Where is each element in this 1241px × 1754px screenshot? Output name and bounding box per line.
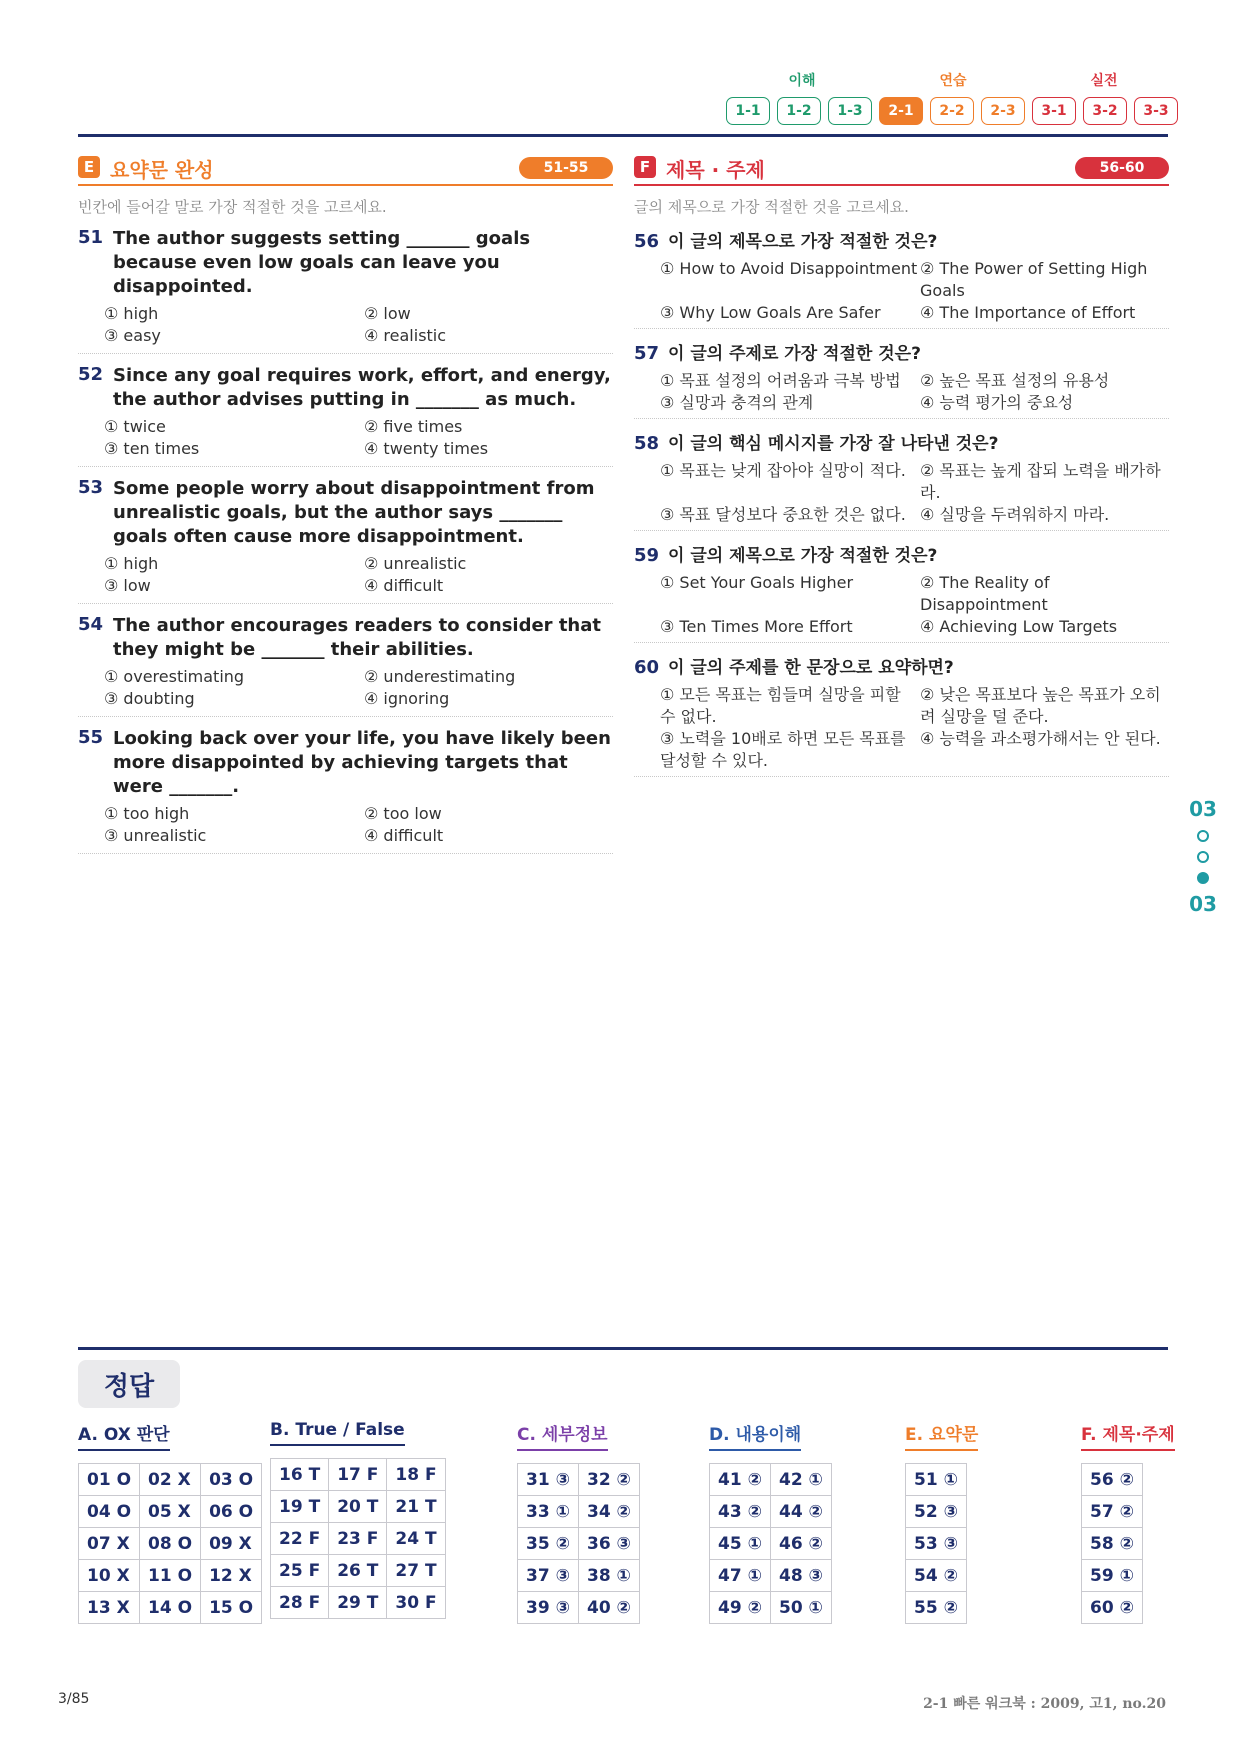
- answer-cell: 24 T: [387, 1523, 445, 1555]
- tab-2-1[interactable]: 2-1: [879, 97, 923, 125]
- question-number: 55: [78, 727, 104, 748]
- answer-cell: 42 ①: [770, 1464, 831, 1496]
- progress-dot-empty-icon: [1197, 851, 1209, 863]
- question-51: [78, 227, 613, 354]
- answer-cell: 17 F: [329, 1459, 387, 1491]
- answer-table: [709, 1463, 832, 1624]
- level-navigation: [726, 70, 1178, 130]
- level-group-actual: 실전: [1090, 73, 1118, 89]
- answer-table: [1081, 1463, 1143, 1624]
- section-e-instruction: 빈칸에 들어갈 말로 가장 적절한 것을 고르세요.: [78, 198, 387, 216]
- option-3[interactable]: ③ doubting: [104, 689, 195, 708]
- tab-3-2[interactable]: 3-2: [1083, 97, 1127, 125]
- answer-cell: 03 O: [201, 1464, 262, 1496]
- question-58: [634, 429, 1169, 531]
- answer-group-title: B. True / False: [270, 1420, 405, 1446]
- answer-row: [710, 1464, 832, 1496]
- answer-cell: 45 ①: [710, 1528, 771, 1560]
- answer-row: [1082, 1560, 1143, 1592]
- answer-group: [78, 1420, 262, 1624]
- answer-group: [1081, 1420, 1175, 1624]
- answer-row: [710, 1528, 832, 1560]
- option-3[interactable]: ③ low: [104, 576, 151, 595]
- question-text: 이 글의 제목으로 가장 적절한 것은?: [668, 232, 938, 252]
- question-52: [78, 364, 613, 467]
- answer-row: [906, 1592, 967, 1624]
- option-1[interactable]: ① too high: [104, 804, 190, 823]
- option-1[interactable]: ① high: [104, 304, 159, 323]
- answer-cell: 32 ②: [578, 1464, 639, 1496]
- tab-3-3[interactable]: 3-3: [1134, 97, 1178, 125]
- question-53: [78, 477, 613, 604]
- tab-2-2[interactable]: 2-2: [930, 97, 974, 125]
- option-2[interactable]: ② low: [364, 304, 411, 323]
- answer-cell: 35 ②: [518, 1528, 579, 1560]
- question-number: 52: [78, 364, 104, 385]
- answer-cell: 34 ②: [578, 1496, 639, 1528]
- question-text: 이 글의 주제를 한 문장으로 요약하면?: [668, 658, 954, 678]
- answer-cell: 01 O: [79, 1464, 140, 1496]
- level-group-understanding: 이해: [788, 73, 816, 89]
- answer-table: [270, 1458, 446, 1619]
- answer-cell: 02 X: [140, 1464, 201, 1496]
- option-3[interactable]: ③ ten times: [104, 439, 200, 458]
- answer-row: [518, 1464, 640, 1496]
- question-text: The author encourages readers to consider that they might be _______ their abilities.: [113, 615, 601, 660]
- question-text: 이 글의 주제로 가장 적절한 것은?: [668, 344, 921, 364]
- answer-group-title: C. 세부정보: [517, 1420, 608, 1451]
- answer-row: [710, 1560, 832, 1592]
- answer-cell: 56 ②: [1082, 1464, 1143, 1496]
- answer-group-title: E. 요약문: [905, 1420, 978, 1451]
- section-f-range: 56-60: [1075, 157, 1169, 179]
- tab-2-3[interactable]: 2-3: [981, 97, 1025, 125]
- source-footer: 2-1 빠른 워크북 : 2009, 고1, no.20: [923, 1696, 1166, 1712]
- answer-row: [906, 1560, 967, 1592]
- answer-table: [78, 1463, 262, 1624]
- answer-cell: 30 F: [387, 1587, 445, 1619]
- option-3[interactable]: ③ 실망과 충격의 관계: [660, 393, 814, 412]
- answer-cell: 14 O: [140, 1592, 201, 1624]
- question-text: The author suggests setting _______ goals because even low goals can leave you disappointed.: [113, 228, 531, 297]
- answer-row: [271, 1523, 446, 1555]
- answer-cell: 41 ②: [710, 1464, 771, 1496]
- answer-row: [1082, 1592, 1143, 1624]
- answer-cell: 59 ①: [1082, 1560, 1143, 1592]
- option-1[interactable]: ① high: [104, 554, 159, 573]
- section-e-range: 51-55: [519, 157, 613, 179]
- question-text: Since any goal requires work, effort, and energy, the author advises putting in _______ as much.: [113, 365, 611, 410]
- answer-row: [906, 1528, 967, 1560]
- answer-row: [518, 1560, 640, 1592]
- answer-table: [905, 1463, 967, 1624]
- question-text: Looking back over your life, you have likely been more disappointed by achieving targets that were _______.: [113, 728, 611, 797]
- option-1[interactable]: ① 모든 목표는 힘들며 실망을 피할 수 없다.: [660, 685, 901, 726]
- answer-cell: 53 ③: [906, 1528, 967, 1560]
- answer-row: [518, 1528, 640, 1560]
- question-number: 57: [634, 343, 660, 364]
- page-number: 3/85: [58, 1691, 90, 1707]
- chapter-number: 03: [1189, 797, 1217, 821]
- section-f: [634, 150, 1169, 787]
- answer-cell: 46 ②: [770, 1528, 831, 1560]
- answer-cell: 13 X: [79, 1592, 140, 1624]
- answer-group-title: A. OX 판단: [78, 1420, 170, 1451]
- answer-cell: 38 ①: [578, 1560, 639, 1592]
- question-57: [634, 339, 1169, 419]
- answer-row: [79, 1528, 262, 1560]
- option-4[interactable]: ④ 능력 평가의 중요성: [920, 393, 1074, 412]
- answer-row: [271, 1491, 446, 1523]
- tab-1-1[interactable]: 1-1: [726, 97, 770, 125]
- answer-cell: 07 X: [79, 1528, 140, 1560]
- answer-cell: 19 T: [271, 1491, 329, 1523]
- answer-group-title: F. 제목·주제: [1081, 1420, 1175, 1451]
- option-3[interactable]: ③ Why Low Goals Are Safer: [660, 303, 881, 322]
- answer-cell: 16 T: [271, 1459, 329, 1491]
- question-number: 60: [634, 657, 660, 678]
- answer-cell: 50 ①: [770, 1592, 831, 1624]
- answer-cell: 44 ②: [770, 1496, 831, 1528]
- section-e: [78, 150, 613, 864]
- option-1[interactable]: ① twice: [104, 417, 166, 436]
- question-text: Some people worry about disappointment from unrealistic goals, but the author says _______ goals often cause more disappointment.: [113, 478, 595, 547]
- option-1[interactable]: ① 목표 설정의 어려움과 극복 방법: [660, 371, 901, 390]
- answer-cell: 29 T: [329, 1587, 387, 1619]
- answer-row: [906, 1496, 967, 1528]
- answer-cell: 49 ②: [710, 1592, 771, 1624]
- answer-group: [517, 1420, 640, 1624]
- answer-cell: 20 T: [329, 1491, 387, 1523]
- answer-cell: 04 O: [79, 1496, 140, 1528]
- answer-cell: 31 ③: [518, 1464, 579, 1496]
- answer-row: [518, 1496, 640, 1528]
- section-f-title: 제목 · 주제: [666, 158, 765, 182]
- answer-row: [710, 1496, 832, 1528]
- tab-1-3[interactable]: 1-3: [828, 97, 872, 125]
- tab-1-2[interactable]: 1-2: [777, 97, 821, 125]
- section-e-letter: E: [78, 156, 100, 178]
- answer-row: [710, 1592, 832, 1624]
- answer-cell: 15 O: [201, 1592, 262, 1624]
- answer-row: [1082, 1496, 1143, 1528]
- answer-row: [1082, 1528, 1143, 1560]
- option-4[interactable]: ④ difficult: [364, 826, 444, 845]
- answer-row: [79, 1592, 262, 1624]
- option-3[interactable]: ③ Ten Times More Effort: [660, 617, 853, 636]
- tab-3-1[interactable]: 3-1: [1032, 97, 1076, 125]
- answer-cell: 33 ①: [518, 1496, 579, 1528]
- answer-row: [79, 1496, 262, 1528]
- answer-row: [906, 1464, 967, 1496]
- answer-row: [79, 1464, 262, 1496]
- top-divider: [78, 134, 1168, 137]
- answer-cell: 21 T: [387, 1491, 445, 1523]
- answer-cell: 47 ①: [710, 1560, 771, 1592]
- answer-cell: 22 F: [271, 1523, 329, 1555]
- question-number: 56: [634, 231, 660, 252]
- question-55: [78, 727, 613, 854]
- option-3[interactable]: ③ unrealistic: [104, 826, 207, 845]
- answer-cell: 52 ③: [906, 1496, 967, 1528]
- answer-cell: 40 ②: [578, 1592, 639, 1624]
- answer-group-title: D. 내용이해: [709, 1420, 801, 1451]
- option-4[interactable]: ④ ignoring: [364, 689, 450, 708]
- answer-row: [271, 1587, 446, 1619]
- answer-cell: 23 F: [329, 1523, 387, 1555]
- answer-row: [518, 1592, 640, 1624]
- answer-cell: 05 X: [140, 1496, 201, 1528]
- answer-cell: 51 ①: [906, 1464, 967, 1496]
- question-text: 이 글의 제목으로 가장 적절한 것은?: [668, 546, 938, 566]
- answer-cell: 43 ②: [710, 1496, 771, 1528]
- answer-cell: 37 ③: [518, 1560, 579, 1592]
- option-2[interactable]: ② The Reality of Disappointment: [920, 573, 1050, 614]
- answer-group: [905, 1420, 978, 1624]
- answer-cell: 36 ③: [578, 1528, 639, 1560]
- answer-cell: 60 ②: [1082, 1592, 1143, 1624]
- option-4[interactable]: ④ twenty times: [364, 439, 489, 458]
- answer-row: [1082, 1464, 1143, 1496]
- answer-cell: 54 ②: [906, 1560, 967, 1592]
- option-4[interactable]: ④ realistic: [364, 326, 447, 345]
- option-4[interactable]: ④ difficult: [364, 576, 444, 595]
- answer-cell: 57 ②: [1082, 1496, 1143, 1528]
- answer-group: [709, 1420, 832, 1624]
- answer-cell: 26 T: [329, 1555, 387, 1587]
- question-number: 53: [78, 477, 104, 498]
- option-4[interactable]: ④ The Importance of Effort: [920, 303, 1136, 322]
- answer-cell: 25 F: [271, 1555, 329, 1587]
- answer-row: [79, 1560, 262, 1592]
- section-f-header: [634, 150, 1169, 186]
- option-2[interactable]: ② 낮은 목표보다 높은 목표가 오히려 실망을 덜 준다.: [920, 685, 1161, 726]
- answer-cell: 09 X: [201, 1528, 262, 1560]
- option-2[interactable]: ② too low: [364, 804, 442, 823]
- question-text: 이 글의 핵심 메시지를 가장 잘 나타낸 것은?: [668, 434, 999, 454]
- option-2[interactable]: ② underestimating: [364, 667, 516, 686]
- question-number: 59: [634, 545, 660, 566]
- option-2[interactable]: ② 목표는 높게 잡되 노력을 배가하라.: [920, 461, 1161, 502]
- option-1[interactable]: ① How to Avoid Disappointment: [660, 259, 918, 278]
- answer-cell: 11 O: [140, 1560, 201, 1592]
- question-56: [634, 227, 1169, 329]
- option-4[interactable]: ④ Achieving Low Targets: [920, 617, 1118, 636]
- answers-title: 정답: [78, 1360, 180, 1408]
- answer-cell: 28 F: [271, 1587, 329, 1619]
- chapter-progress-marker: [1185, 797, 1221, 916]
- question-number: 54: [78, 614, 104, 635]
- section-e-title: 요약문 완성: [110, 158, 214, 182]
- option-4[interactable]: ④ 능력을 과소평가해서는 안 된다.: [920, 729, 1161, 748]
- answer-cell: 55 ②: [906, 1592, 967, 1624]
- question-number: 51: [78, 227, 104, 248]
- answer-group: [270, 1420, 446, 1619]
- option-2[interactable]: ② 높은 목표 설정의 유용성: [920, 371, 1110, 390]
- question-60: [634, 653, 1169, 777]
- option-3[interactable]: ③ 노력을 10배로 하면 모든 목표를 달성할 수 있다.: [660, 729, 906, 770]
- question-54: [78, 614, 613, 717]
- answer-cell: 27 T: [387, 1555, 445, 1587]
- progress-dot-filled-icon: [1197, 872, 1209, 884]
- answer-cell: 12 X: [201, 1560, 262, 1592]
- answer-cell: 58 ②: [1082, 1528, 1143, 1560]
- option-3[interactable]: ③ easy: [104, 326, 161, 345]
- option-1[interactable]: ① 목표는 낮게 잡아야 실망이 적다.: [660, 461, 906, 480]
- answer-row: [271, 1555, 446, 1587]
- question-59: [634, 541, 1169, 643]
- level-group-practice: 연습: [939, 73, 967, 89]
- section-f-instruction: 글의 제목으로 가장 적절한 것을 고르세요.: [634, 198, 909, 216]
- answer-table: [517, 1463, 640, 1624]
- answer-row: [271, 1459, 446, 1491]
- question-number: 58: [634, 433, 660, 454]
- option-1[interactable]: ① overestimating: [104, 667, 245, 686]
- answer-cell: 48 ③: [770, 1560, 831, 1592]
- option-4[interactable]: ④ 실망을 두려워하지 마라.: [920, 505, 1110, 524]
- option-2[interactable]: ② five times: [364, 417, 463, 436]
- answer-cell: 10 X: [79, 1560, 140, 1592]
- level-tabs: [726, 97, 1178, 125]
- progress-dot-empty-icon: [1197, 830, 1209, 842]
- option-2[interactable]: ② The Power of Setting High Goals: [920, 259, 1148, 300]
- option-2[interactable]: ② unrealistic: [364, 554, 467, 573]
- unit-number: 03: [1189, 892, 1217, 916]
- section-f-letter: F: [634, 156, 656, 178]
- answer-cell: 39 ③: [518, 1592, 579, 1624]
- option-1[interactable]: ① Set Your Goals Higher: [660, 573, 854, 592]
- answer-cell: 18 F: [387, 1459, 445, 1491]
- answers-divider: [78, 1347, 1168, 1350]
- section-e-header: [78, 150, 613, 186]
- option-3[interactable]: ③ 목표 달성보다 중요한 것은 없다.: [660, 505, 906, 524]
- answer-cell: 08 O: [140, 1528, 201, 1560]
- answer-cell: 06 O: [201, 1496, 262, 1528]
